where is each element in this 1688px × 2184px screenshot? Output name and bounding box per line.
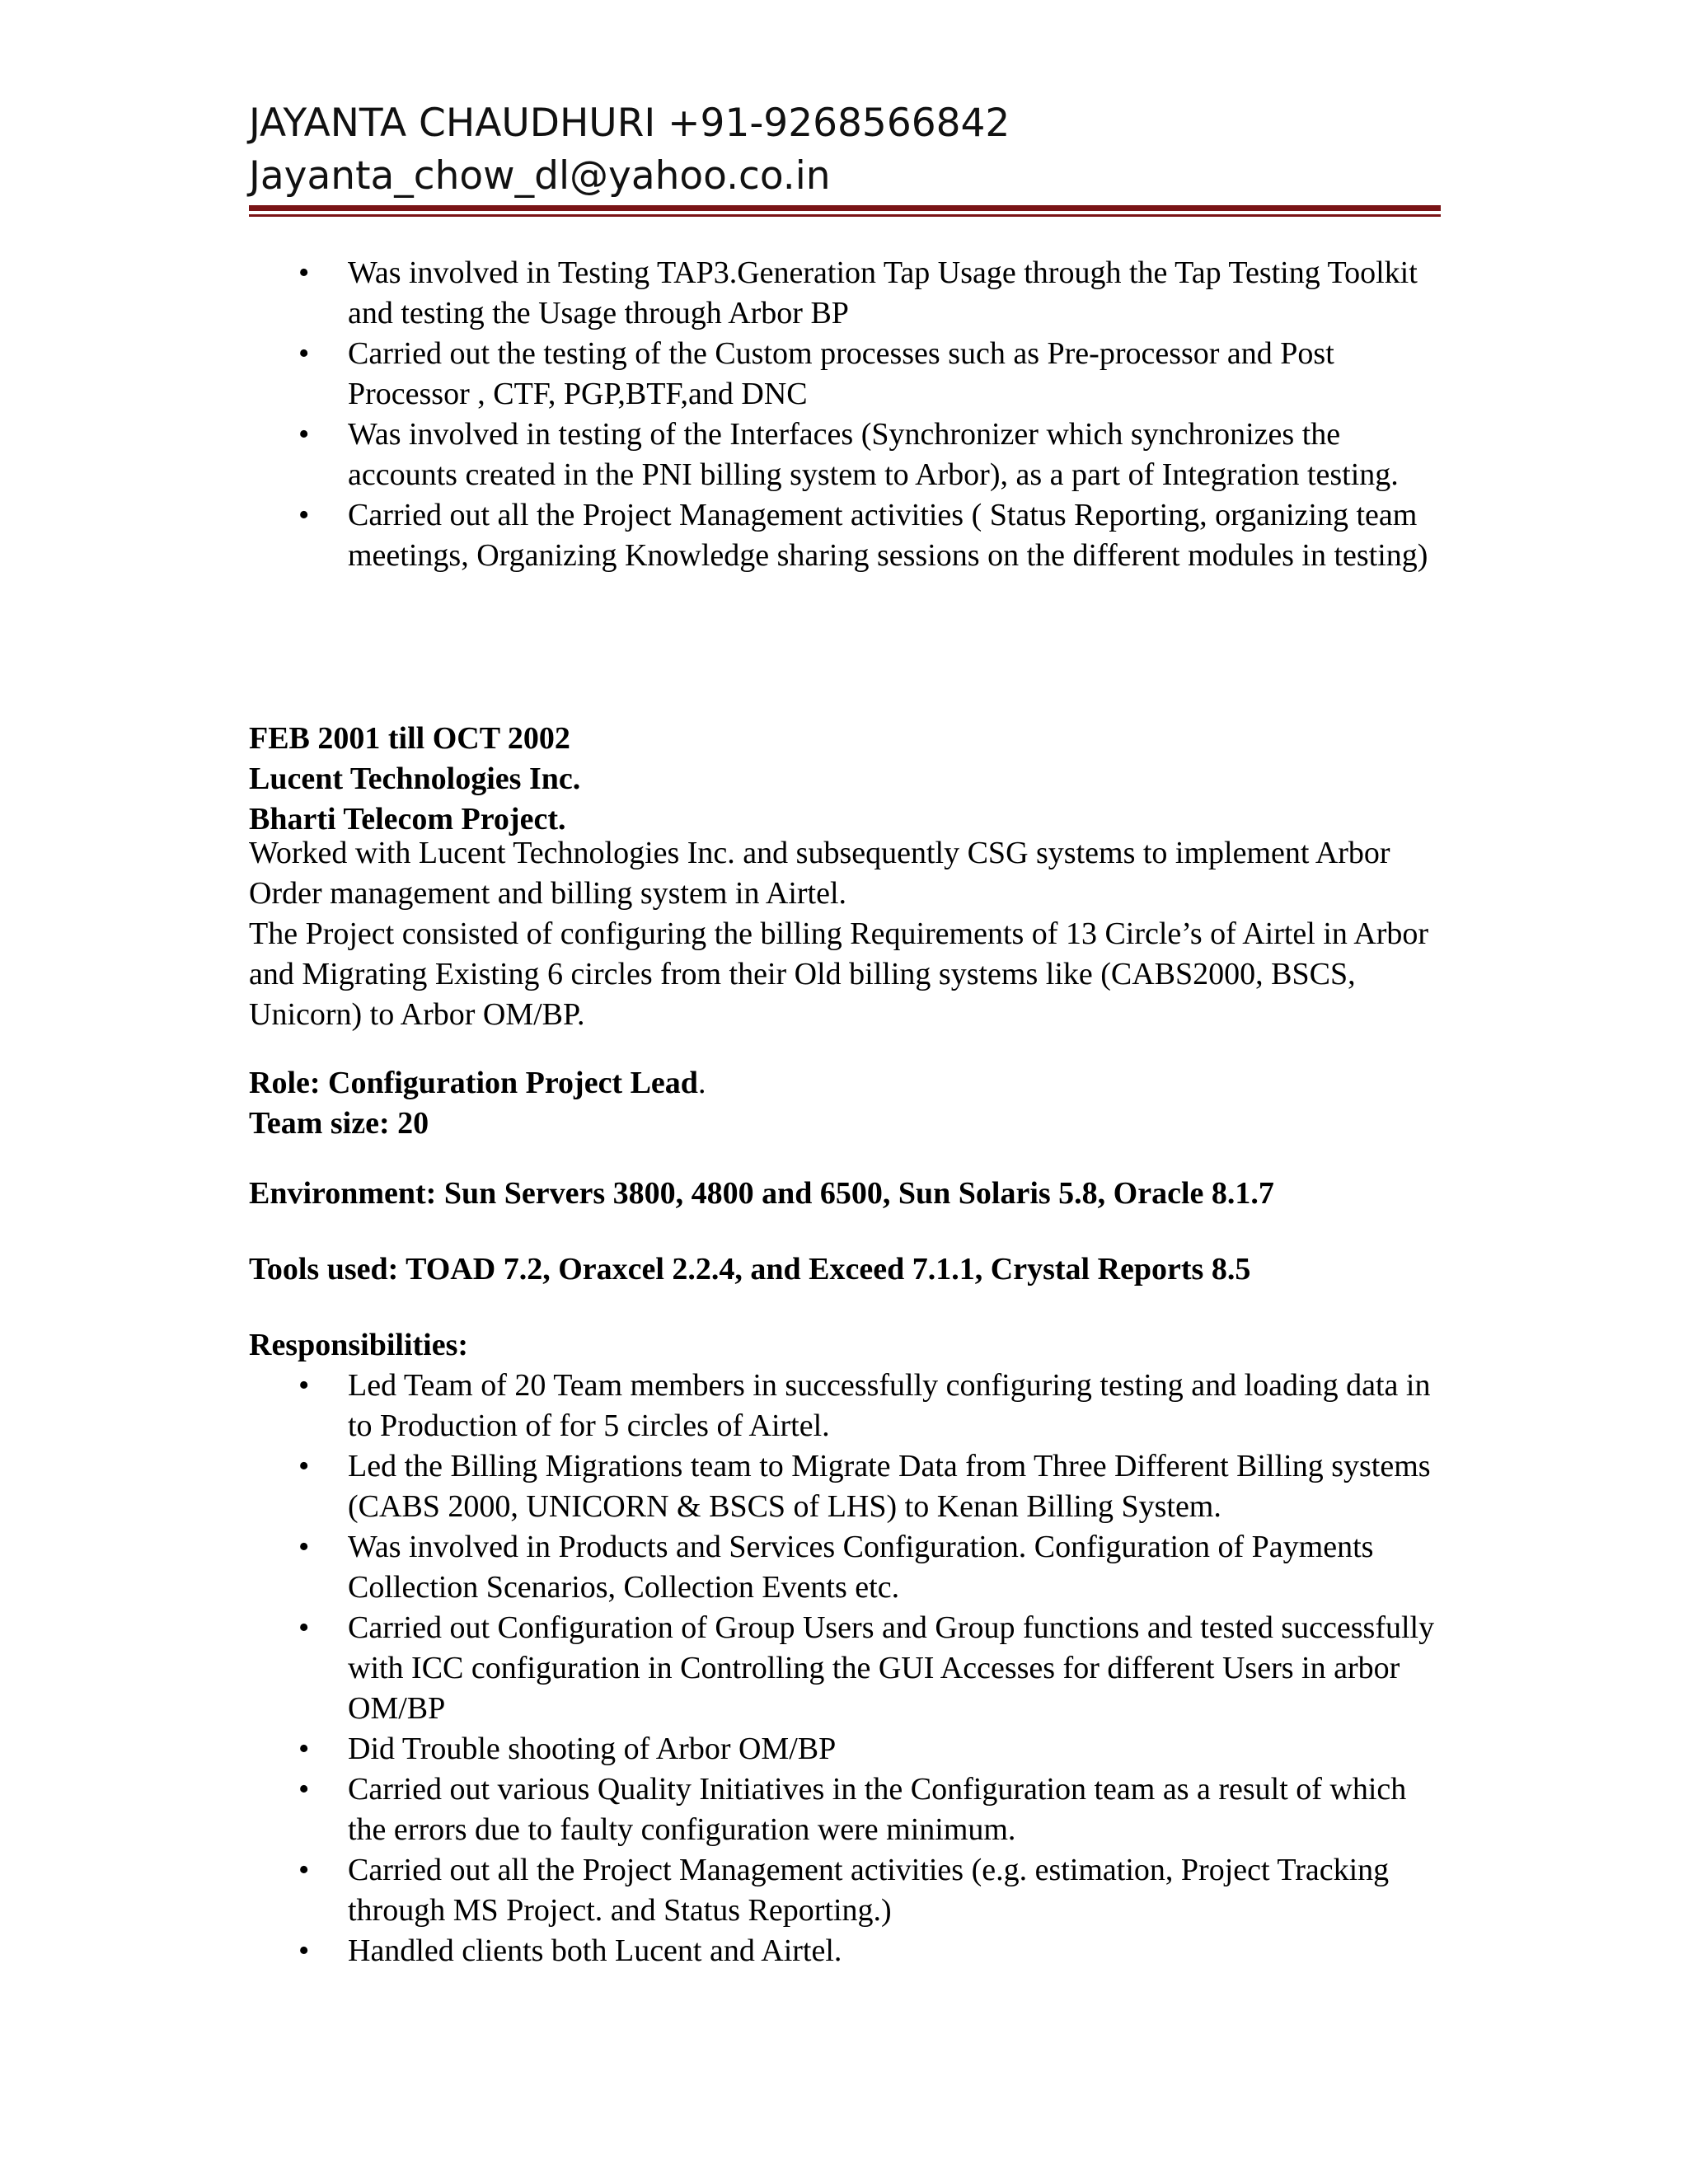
list-item: • Was involved in Testing TAP3.Generation Tap Usage through the Tap Testing Toolkit and testing the Usage through Arbor BP: [249, 253, 1436, 334]
job-description-1: Worked with Lucent Technologies Inc. and subsequently CSG systems to implement Arbor Order management and billing system in Airtel.: [249, 836, 1390, 911]
tools-used: Tools used: TOAD 7.2, Oraxcel 2.2.4, and Exceed 7.1.1, Crystal Reports 8.5: [249, 1252, 1251, 1286]
job-company: Lucent Technologies Inc.: [249, 762, 581, 796]
list-item: • Handled clients both Lucent and Airtel.: [249, 1931, 1442, 1971]
list-item: • Carried out various Quality Initiatives in the Configuration team as a result of which the errors due to faulty configuration were minimum.: [249, 1769, 1442, 1850]
responsibilities-label: Responsibilities:: [249, 1328, 469, 1362]
job-description: [249, 833, 1436, 1035]
bullet-icon: •: [298, 1449, 310, 1483]
name-phone: JAYANTA CHAUDHURI +91-9268566842: [249, 101, 1010, 146]
role: Role: Configuration Project Lead: [249, 1066, 698, 1100]
bullet-icon: •: [298, 1368, 310, 1403]
role-period: .: [697, 1066, 706, 1100]
bullet-icon: •: [298, 498, 310, 532]
bullet-icon: •: [298, 1853, 310, 1887]
header-rule-thick: [249, 205, 1441, 211]
responsibilities-list: [249, 1366, 1442, 1971]
list-item: • Led the Billing Migrations team to Migrate Data from Three Different Billing systems (CABS 2000, UNICORN & BSCS of LHS) to Kenan Billing System.: [249, 1446, 1442, 1527]
bullet-icon: •: [298, 1610, 310, 1645]
list-item: • Carried out the testing of the Custom processes such as Pre-processor and Post Processor , CTF, PGP,BTF,and DNC: [249, 334, 1436, 415]
bullet-icon: •: [298, 255, 310, 290]
bullet-icon: •: [298, 1772, 310, 1807]
job-description-2: The Project consisted of configuring the billing Requirements of 13 Circle’s of Airtel in Arbor and Migrating Existing 6 circles from their Old billing systems like (CABS2000, BSCS, Unicorn) to Arbor OM/BP.: [249, 916, 1429, 1032]
resume-header: [249, 97, 1441, 203]
email: Jayanta_chow_dl@yahoo.co.in: [249, 153, 831, 199]
bullet-icon: •: [298, 1732, 310, 1766]
list-item: • Carried out all the Project Management activities ( Status Reporting, organizing team meetings, Organizing Knowledge sharing sessions on the different modules in testing): [249, 495, 1436, 576]
list-item: • Carried out all the Project Management activities (e.g. estimation, Project Tracking through MS Project. and Status Reporting.): [249, 1850, 1442, 1931]
bullet-icon: •: [298, 1530, 310, 1564]
bullet-icon: •: [298, 336, 310, 371]
list-item: • Did Trouble shooting of Arbor OM/BP: [249, 1729, 1442, 1769]
top-bullet-list-container: [249, 253, 1436, 576]
role-block: [249, 1063, 1452, 1144]
job-period: FEB 2001 till OCT 2002: [249, 721, 570, 756]
list-item: • Was involved in testing of the Interfaces (Synchronizer which synchronizes the accounts created in the PNI billing system to Arbor), as a part of Integration testing.: [249, 415, 1436, 495]
job-header: [249, 719, 1452, 840]
top-bullet-list: [249, 253, 1436, 576]
header-rule-thin: [249, 214, 1441, 217]
bullet-icon: •: [298, 417, 310, 452]
job-project: Bharti Telecom Project.: [249, 802, 566, 837]
list-item: • Was involved in Products and Services Configuration. Configuration of Payments Collection Scenarios, Collection Events etc.: [249, 1527, 1442, 1608]
list-item: • Carried out Configuration of Group Users and Group functions and tested successfully with ICC configuration in Controlling the GUI Accesses for different Users in arbor OM/BP: [249, 1608, 1442, 1729]
responsibilities-list-container: [249, 1366, 1442, 1971]
list-item: • Led Team of 20 Team members in successfully configuring testing and loading data in to Production of for 5 circles of Airtel.: [249, 1366, 1442, 1446]
bullet-icon: •: [298, 1933, 310, 1968]
team-size: Team size: 20: [249, 1106, 429, 1141]
environment: Environment: Sun Servers 3800, 4800 and 6500, Sun Solaris 5.8, Oracle 8.1.7: [249, 1176, 1274, 1211]
